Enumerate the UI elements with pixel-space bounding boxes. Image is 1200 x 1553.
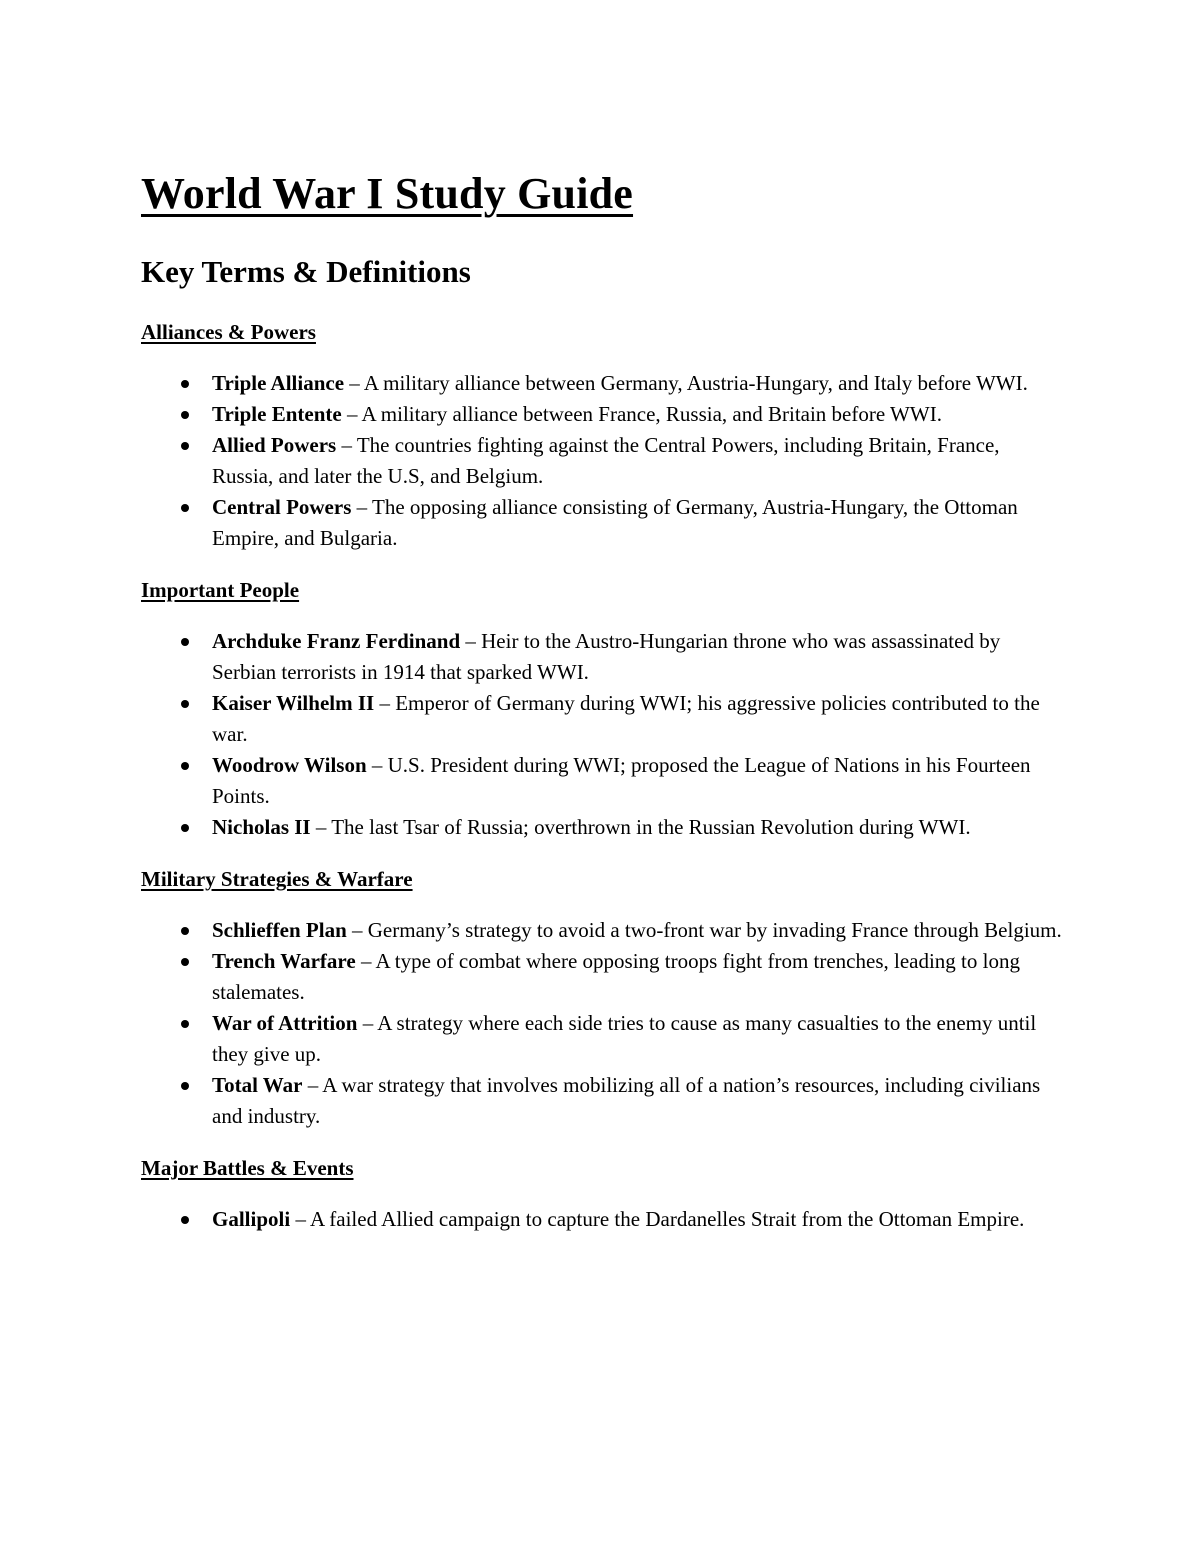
term-name: Total War xyxy=(212,1073,303,1097)
term-name: War of Attrition xyxy=(212,1011,358,1035)
bullet-icon xyxy=(181,927,189,935)
term-list xyxy=(141,915,1081,1132)
bullet-icon xyxy=(181,504,189,512)
term-list-item xyxy=(141,1008,1062,1070)
term-definition: The last Tsar of Russia; overthrown in the Russian Revolution during WWI. xyxy=(331,815,971,839)
section-heading: Important People xyxy=(141,578,300,602)
document-title: World War I Study Guide xyxy=(141,169,634,218)
term-separator: – xyxy=(355,949,376,973)
section-heading: Military Strategies & Warfare xyxy=(141,867,413,891)
term-separator: – xyxy=(302,1073,323,1097)
term-list-item xyxy=(141,688,1062,750)
sections-container xyxy=(141,318,1081,1235)
term-definition: Emperor of Germany during WWI; his aggressive policies contributed to the war. xyxy=(212,691,1040,746)
term-list-item xyxy=(141,750,1062,812)
term-separator: – xyxy=(310,815,332,839)
term-separator: – xyxy=(290,1207,311,1231)
term-name: Kaiser Wilhelm II xyxy=(212,691,375,715)
bullet-icon xyxy=(181,1082,189,1090)
term-name: Gallipoli xyxy=(212,1207,291,1231)
term-name: Triple Alliance xyxy=(212,371,345,395)
term-name: Trench Warfare xyxy=(212,949,356,973)
bullet-icon xyxy=(181,700,189,708)
document-subtitle: Key Terms & Definitions xyxy=(141,254,471,289)
term-list-item xyxy=(141,1070,1062,1132)
bullet-icon xyxy=(181,442,189,450)
bullet-icon xyxy=(181,411,189,419)
term-list-item xyxy=(141,626,1062,688)
term-definition: Heir to the Austro-Hungarian throne who was assassinated by Serbian terrorists in 1914 that sparked WWI. xyxy=(212,629,1001,684)
bullet-icon xyxy=(181,824,189,832)
term-name: Central Powers xyxy=(212,495,352,519)
term-list xyxy=(141,368,1081,554)
term-definition: Germany’s strategy to avoid a two-front war by invading France through Belgium. xyxy=(367,918,1062,942)
bullet-icon xyxy=(181,958,189,966)
term-name: Schlieffen Plan xyxy=(212,918,347,942)
bullet-icon xyxy=(181,638,189,646)
term-list xyxy=(141,1204,1081,1235)
term-list xyxy=(141,626,1081,843)
term-separator: – xyxy=(460,629,482,653)
section-major-battles-events xyxy=(141,1154,1081,1235)
term-separator: – xyxy=(344,371,364,395)
section-alliances-powers xyxy=(141,318,1081,554)
section-heading: Major Battles & Events xyxy=(141,1156,354,1180)
section-important-people xyxy=(141,576,1081,843)
term-separator: – xyxy=(336,433,357,457)
bullet-icon xyxy=(181,1216,189,1224)
term-definition: U.S. President during WWI; proposed the League of Nations in his Fourteen Points. xyxy=(212,753,1031,808)
document-content xyxy=(141,166,1081,1235)
term-list-item xyxy=(141,368,1062,399)
term-list-item xyxy=(141,812,1062,843)
section-military-strategies-warfare xyxy=(141,865,1081,1132)
bullet-icon xyxy=(181,380,189,388)
term-definition: A war strategy that involves mobilizing all of a nation’s resources, including civilians and industry. xyxy=(212,1073,1041,1128)
term-definition: A military alliance between France, Russia, and Britain before WWI. xyxy=(361,402,942,426)
term-separator: – xyxy=(341,402,362,426)
term-list-item xyxy=(141,399,1062,430)
term-name: Woodrow Wilson xyxy=(212,753,367,777)
term-definition: A failed Allied campaign to capture the Dardanelles Strait from the Ottoman Empire. xyxy=(310,1207,1025,1231)
term-definition: A type of combat where opposing troops fight from trenches, leading to long stalemates. xyxy=(212,949,1020,1004)
term-definition: A military alliance between Germany, Austria-Hungary, and Italy before WWI. xyxy=(363,371,1028,395)
term-name: Allied Powers xyxy=(212,433,337,457)
term-separator: – xyxy=(351,495,372,519)
term-definition: The countries fighting against the Central Powers, including Britain, France, Russia, and later the U.S, and Belgium. xyxy=(212,433,1000,488)
term-list-item xyxy=(141,946,1062,1008)
term-definition: The opposing alliance consisting of Germany, Austria-Hungary, the Ottoman Empire, and Bulgaria. xyxy=(212,495,1018,550)
term-list-item xyxy=(141,492,1062,554)
bullet-icon xyxy=(181,762,189,770)
section-heading: Alliances & Powers xyxy=(141,320,316,344)
term-separator: – xyxy=(346,918,368,942)
term-definition: A strategy where each side tries to cause as many casualties to the enemy until they give up. xyxy=(212,1011,1037,1066)
term-separator: – xyxy=(374,691,396,715)
bullet-icon xyxy=(181,1020,189,1028)
term-name: Nicholas II xyxy=(212,815,311,839)
term-separator: – xyxy=(357,1011,378,1035)
term-separator: – xyxy=(366,753,388,777)
term-list-item xyxy=(141,430,1062,492)
term-list-item xyxy=(141,915,1062,946)
term-list-item xyxy=(141,1204,1062,1235)
term-name: Triple Entente xyxy=(212,402,342,426)
term-name: Archduke Franz Ferdinand xyxy=(212,629,461,653)
